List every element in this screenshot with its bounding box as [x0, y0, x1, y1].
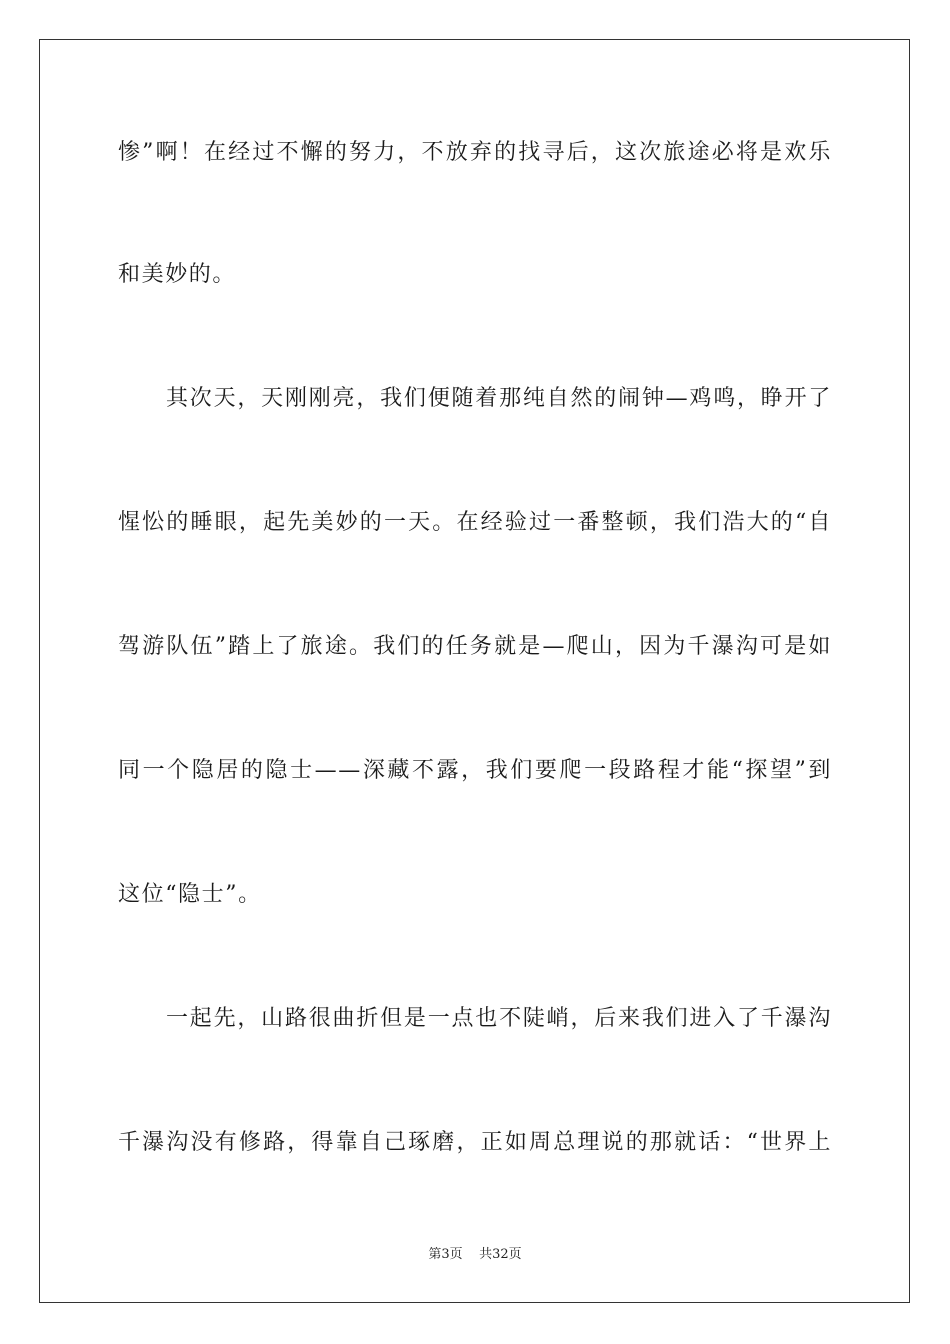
text-line: 惺忪的睡眼，起先美妙的一天。在经验过一番整顿，我们浩大的“自: [118, 510, 832, 535]
paragraph-first-line: 一起先，山路很曲折但是一点也不陡峭，后来我们进入了千瀑沟: [166, 1006, 832, 1031]
text-line: 和美妙的。: [118, 262, 237, 287]
text-line: 同一个隐居的隐士——深藏不露，我们要爬一段路程才能“探望”到: [118, 758, 832, 783]
current-page-number: 第3页: [428, 1247, 463, 1262]
text-line: 驾游队伍”踏上了旅途。我们的任务就是—爬山，因为千瀑沟可是如: [118, 634, 832, 659]
paragraph-first-line: 其次天，天刚刚亮，我们便随着那纯自然的闹钟—鸡鸣，睁开了: [166, 386, 832, 411]
text-line: 这位“隐士”。: [118, 882, 262, 907]
text-line: 千瀑沟没有修路，得靠自己琢磨，正如周总理说的那就话：“世界上: [118, 1130, 832, 1155]
total-pages: 共32页: [479, 1247, 522, 1262]
text-line: 惨”啊！在经过不懈的努力，不放弃的找寻后，这次旅途必将是欢乐: [118, 140, 832, 165]
page-border: [39, 39, 910, 1303]
page-footer: [0, 1246, 950, 1264]
